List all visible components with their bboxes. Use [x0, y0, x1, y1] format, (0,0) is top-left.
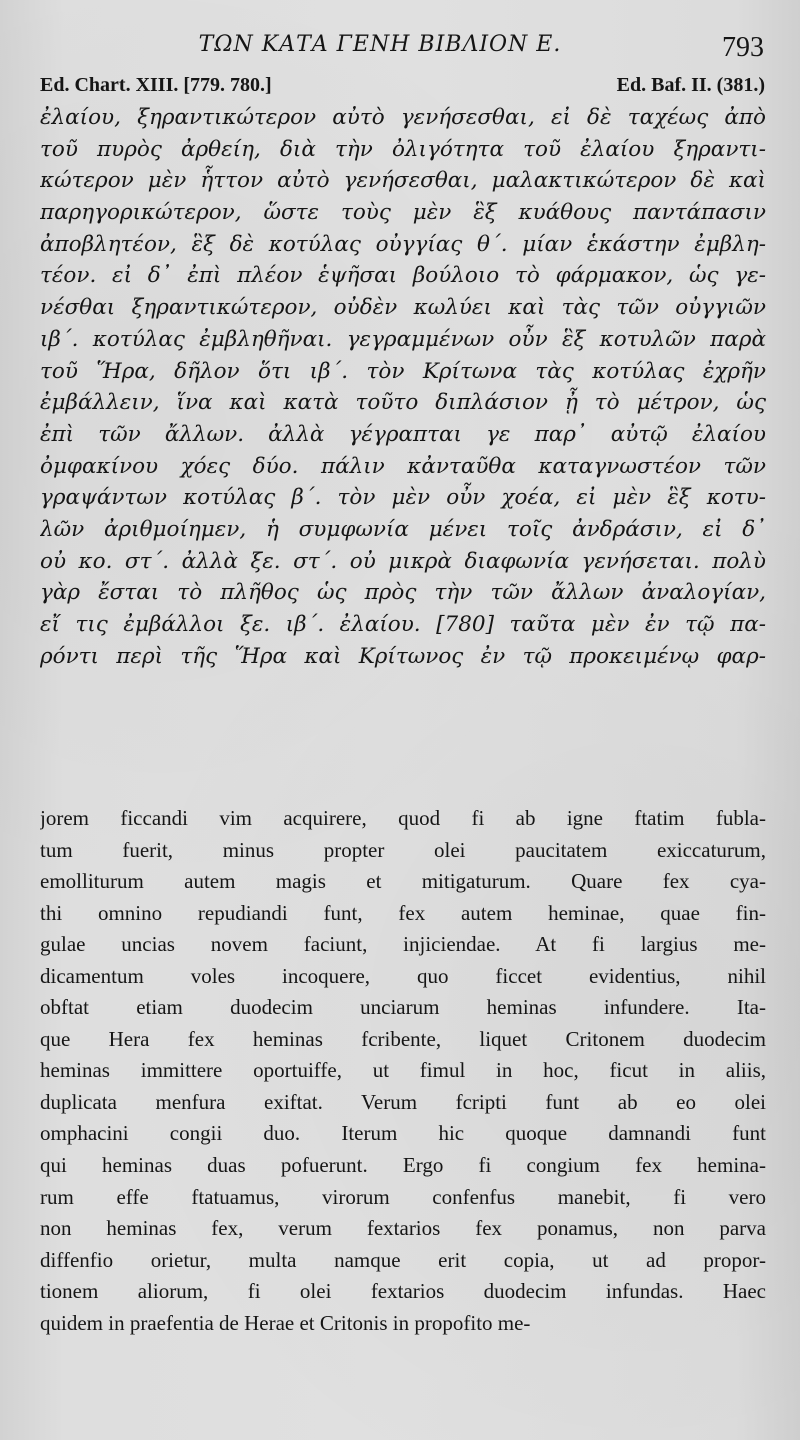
greek-line: γὰρ ἔσται τὸ πλῆθος ὡς πρὸς τὴν τῶν ἄλλων ἀναλογίαν,	[40, 580, 766, 606]
latin-line: omphacini congii duo. Iterum hic quoque damnandi funt	[40, 1121, 766, 1146]
latin-line: diffenfio orietur, multa namque erit copia, ut ad propor-	[40, 1247, 766, 1272]
latin-line: qui heminas duas pofuerunt. Ergo fi congium fex hemina-	[40, 1153, 766, 1178]
greek-line: τοῦ πυρὸς ἀρθείη, διὰ τὴν ὀλιγότητα τοῦ ἐλαίου ξηραντι-	[40, 136, 766, 162]
latin-line: rum effe ftatuamus, virorum confenfus manebit, fi vero	[40, 1184, 766, 1209]
greek-line: λῶν ἀριθμοίημεν, ἡ συμφωνία μένει τοῖς ἀνδράσιν, εἰ δ᾽	[40, 516, 766, 542]
latin-line: non heminas fex, verum fextarios fex ponamus, non parva	[40, 1216, 766, 1241]
latin-line: tionem aliorum, fi olei fextarios duodecim infundas. Haec	[40, 1279, 766, 1304]
greek-line: νέσθαι ξηραντικώτερον, οὐδὲν κωλύει καὶ τὰς τῶν οὐγγιῶν	[40, 295, 766, 321]
greek-line: ἐλαίου, ξηραντικώτερον αὐτὸ γενήσεσθαι, εἰ δὲ ταχέως ἀπὸ	[40, 105, 766, 130]
greek-line: ὀμφακίνου χόες δύο. πάλιν κἀνταῦθα καταγνωστέον τῶν	[40, 453, 766, 479]
greek-line: ιβ΄. κοτύλας ἐμβληθῆναι. γεγραμμένων οὖν ἓξ κοτυλῶν παρὰ	[40, 326, 766, 352]
latin-line: quidem in praefentia de Herae et Critonis in propofito me-	[40, 1310, 531, 1335]
greek-text-block	[40, 102, 766, 672]
edition-chartier-reference: Ed. Chart. XIII. [779. 780.]	[40, 74, 272, 96]
latin-line: gulae uncias novem faciunt, injiciendae. At fi largius me-	[40, 932, 766, 957]
latin-line: tum fuerit, minus propter olei paucitatem exiccaturum,	[40, 837, 766, 862]
running-title: ΤΩΝ ΚΑΤΑ ΓΕΝΗ ΒΙΒΛΙΟΝ Ε.	[198, 32, 562, 57]
greek-line: ἀποβλητέον, ἓξ δὲ κοτύλας οὐγγίας θ΄. μίαν ἑκάστην ἐμβλη-	[40, 231, 766, 257]
edition-basel-reference: Ed. Baf. II. (381.)	[616, 74, 765, 96]
greek-line: τοῦ Ἥρα, δῆλον ὅτι ιβ΄. τὸν Κρίτωνα τὰς κοτύλας ἐχρῆν	[40, 358, 766, 384]
latin-line: que Hera fex heminas fcribente, liquet Critonem duodecim	[40, 1026, 766, 1051]
latin-text-block	[40, 803, 766, 1339]
greek-line: ρόντι περὶ τῆς Ἥρα καὶ Κρίτωνος ἐν τῷ προκειμένῳ φαρ-	[40, 643, 766, 669]
latin-line: duplicata menfura exiftat. Verum fcripti funt ab eo olei	[40, 1089, 766, 1114]
edition-reference-line	[40, 74, 765, 102]
greek-line: ἐμβάλλειν, ἵνα καὶ κατὰ τοῦτο διπλάσιον ᾖ τὸ μέτρον, ὡς	[40, 390, 766, 416]
greek-line: ἐπὶ τῶν ἄλλων. ἀλλὰ γέγραπται γε παρ᾽ αὐτῷ ἐλαίου	[40, 421, 766, 447]
latin-line: heminas immittere oportuiffe, ut fimul in hoc, ficut in aliis,	[40, 1058, 766, 1083]
running-head	[0, 30, 800, 63]
latin-line: jorem ficcandi vim acquirere, quod fi ab igne ftatim fubla-	[40, 806, 766, 830]
greek-line: κώτερον μὲν ἧττον αὐτὸ γενήσεσθαι, μαλακτικώτερον δὲ καὶ	[40, 168, 766, 194]
greek-line: γραψάντων κοτύλας β΄. τὸν μὲν οὖν χοέα, εἰ μὲν ἓξ κοτυ-	[40, 485, 766, 511]
greek-line: τέον. εἰ δ᾽ ἐπὶ πλέον ἑψῆσαι βούλοιο τὸ φάρμακον, ὡς γε-	[40, 263, 766, 289]
latin-line: obftat etiam duodecim unciarum heminas infundere. Ita-	[40, 995, 766, 1020]
latin-line: emolliturum autem magis et mitigaturum. Quare fex cya-	[40, 869, 766, 894]
page-number: 793	[722, 32, 764, 63]
latin-line: dicamentum voles incoquere, quo ficcet evidentius, nihil	[40, 963, 766, 988]
greek-line: εἴ τις ἐμβάλλοι ξε. ιβ΄. ἐλαίου. [780] ταῦτα μὲν ἐν τῷ πα-	[40, 612, 766, 637]
greek-line: παρηγορικώτερον, ὥστε τοὺς μὲν ἓξ κυάθους παντάπασιν	[40, 200, 766, 226]
greek-line: οὐ κο. στ΄. ἀλλὰ ξε. στ΄. οὐ μικρὰ διαφωνία γενήσεται. πολὺ	[40, 548, 766, 574]
latin-line: thi omnino repudiandi funt, fex autem heminae, quae fin-	[40, 900, 766, 925]
